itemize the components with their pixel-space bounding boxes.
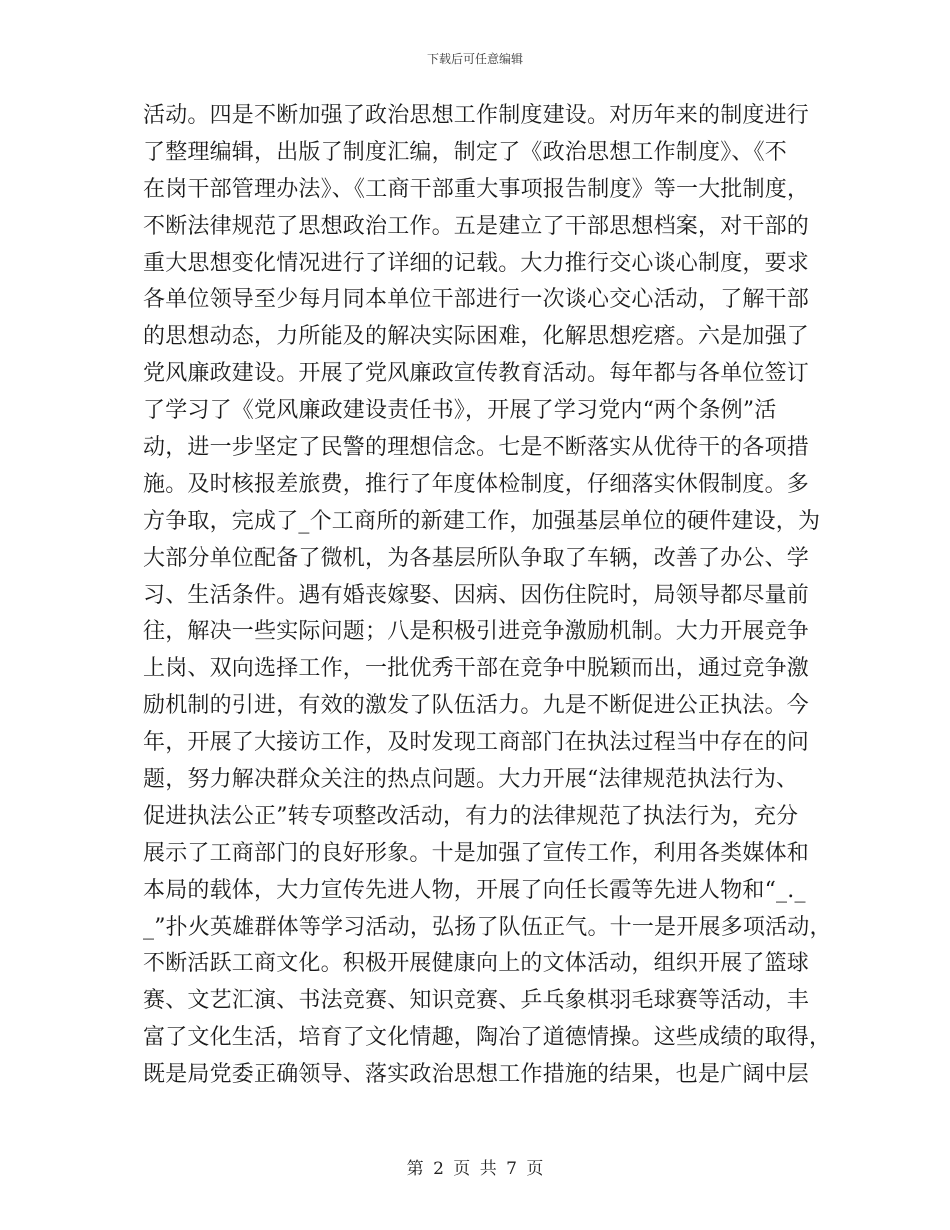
text-line: 施。及时核报差旅费，推行了年度体检制度，仔细落实休假制度。多	[143, 471, 810, 497]
text-line: 党风廉政建设。开展了党风廉政宣传教育活动。每年都与各单位签订	[143, 361, 810, 387]
text-line: 方争取，完成了_个工商所的新建工作，加强基层单位的硬件建设，为	[143, 508, 821, 534]
text-line: 上岗、双向选择工作，一批优秀干部在竞争中脱颖而出，通过竞争激	[143, 656, 810, 682]
text-line: 富了文化生活，培育了文化情趣，陶冶了道德情操。这些成绩的取得，	[143, 1025, 832, 1051]
text-line: 大部分单位配备了微机，为各基层所队争取了车辆，改善了办公、学	[143, 545, 810, 571]
text-line: 各单位领导至少每月同本单位干部进行一次谈心交心活动，了解干部	[143, 287, 810, 313]
text-line: 既是局党委正确领导、落实政治思想工作措施的结果，也是广阔中层	[143, 1062, 810, 1088]
text-line: 往，解决一些实际问题；八是积极引进竞争激励机制。大力开展竞争	[143, 619, 810, 645]
text-line: 的思想动态，力所能及的解决实际困难，化解思想疙瘩。六是加强了	[143, 324, 810, 350]
text-line: 在岗干部管理办法》、《工商干部重大事项报告制度》等一大批制度，	[143, 176, 810, 202]
text-line: 不断活跃工商文化。积极开展健康向上的文体活动，组织开展了篮球	[143, 951, 810, 977]
text-line: 了学习了《党风廉政建设责任书》，开展了学习党内“两个条例”活	[143, 398, 777, 424]
text-line: 不断法律规范了思想政治工作。五是建立了干部思想档案，对干部的	[143, 213, 810, 239]
text-line: 动，进一步坚定了民警的理想信念。七是不断落实从优待干的各项措	[143, 435, 810, 461]
page-header: 下载后可任意编辑	[426, 52, 523, 66]
text-line: 活动。四是不断加强了政治思想工作制度建设。对历年来的制度进行	[143, 103, 810, 128]
text-line: 赛、文艺汇演、书法竞赛、知识竞赛、乒乓象棋羽毛球赛等活动，丰	[143, 988, 810, 1014]
document-body	[143, 98, 832, 1094]
text-line: 习、生活条件。遇有婚丧嫁娶、因病、因伤住院时，局领导都尽量前	[143, 582, 810, 608]
text-line: 重大思想变化情况进行了详细的记载。大力推行交心谈心制度，要求	[143, 250, 810, 276]
text-line: _”扑火英雄群体等学习活动，弘扬了队伍正气。十一是开展多项活动，	[143, 914, 832, 940]
text-line: 本局的载体，大力宣传先进人物，开展了向任长霞等先进人物和“_._	[143, 877, 806, 903]
page-number: 第 2 页 共 7 页	[406, 1159, 544, 1179]
text-line: 展示了工商部门的良好形象。十是加强了宣传工作，利用各类媒体和	[143, 840, 810, 866]
text-line: 年，开展了大接访工作，及时发现工商部门在执法过程当中存在的问	[143, 730, 810, 756]
text-line: 了整理编辑，出版了制度汇编，制定了《政治思想工作制度》、《不	[143, 139, 788, 165]
text-line: 促进执法公正”转专项整改活动，有力的法律规范了执法行为，充分	[143, 803, 799, 829]
text-line: 题，努力解决群众关注的热点问题。大力开展“法律规范执法行为、	[143, 767, 799, 793]
text-line: 励机制的引进，有效的激发了队伍活力。九是不断促进公正执法。今	[143, 693, 810, 719]
